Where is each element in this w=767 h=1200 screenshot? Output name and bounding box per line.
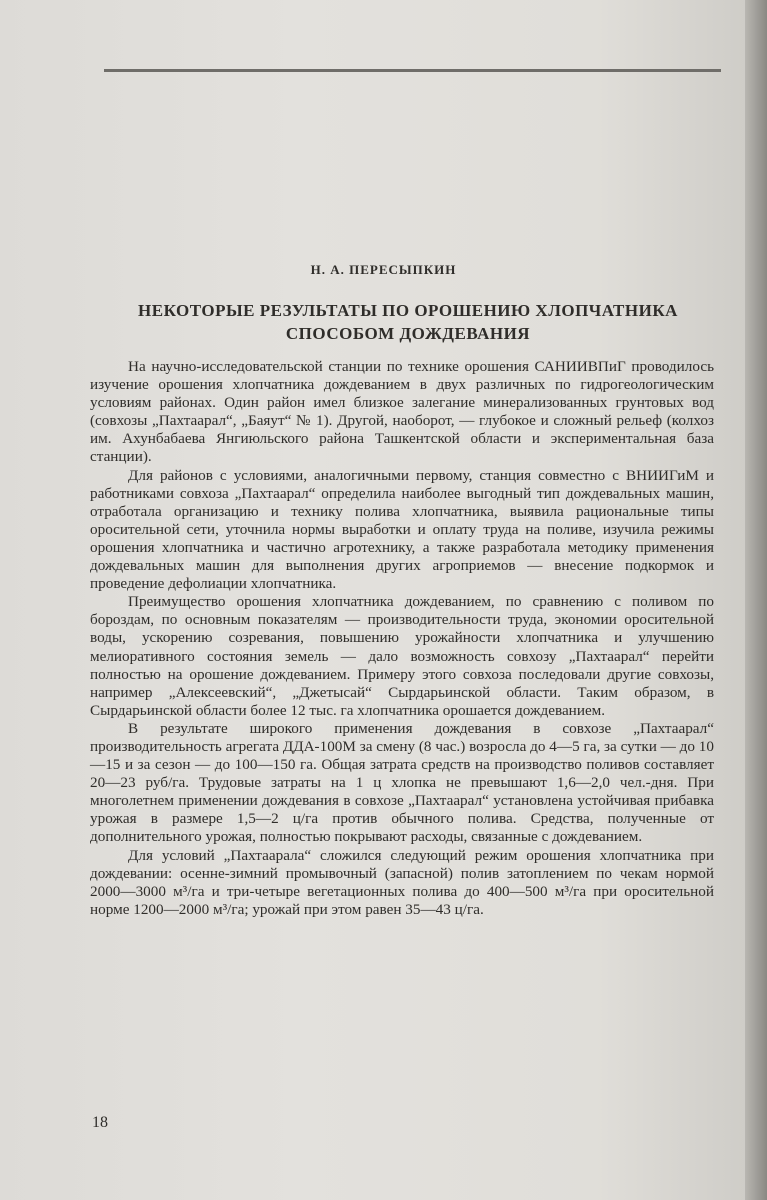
paragraph-5: Для условий „Пахтаарала“ сложился следующий режим орошения хлопчатника при дождевании: осенне-зимний промывочный (запасной) полив затоплением по чекам нормой 2000—3000 м³/га и три-четыре вегетационных полива до 400—500 м³/га при оросительной норме 1200—2000 м³/га; урожай при этом равен 35—43 ц/га. bbox=[90, 846, 714, 918]
article-title bbox=[88, 299, 728, 345]
paragraph-3: Преимущество орошения хлопчатника дождеванием, по сравнению с поливом по бороздам, по основным показателям — производительности труда, экономии оросительной воды, ускорению созревания, повышению урожайности хлопчатника и улучшению мелиоративного состояния земель — дало возможность совхозу „Пахтаарал“ перейти полностью на орошение дождеванием. Примеру этого совхоза последовали другие совхозы, например „Алексеевский“, „Джетысай“ Сырдарьинской области. Таким образом, в Сырдарьинской области более 12 тыс. га хлопчатника орошается дождеванием. bbox=[90, 593, 714, 719]
article-author: Н. А. ПЕРЕСЫПКИН bbox=[310, 262, 457, 277]
article-body bbox=[90, 358, 714, 919]
paragraph-4: В результате широкого применения дождевания в совхозе „Пахтаарал“ производительность агрегата ДДА-100М за смену (8 час.) возросла до 4—5 га, за сутки — до 10—15 и за сезон — до 100—150 га. Общая затрата средств на производство поливов составляет 20—23 руб/га. Трудовые затраты на 1 ц хлопка не превышают 1,6—2,0 чел.-дня. При многолетнем применении дождевания в совхозе „Пахтаарал“ установлена устойчивая прибавка урожая в размере 1,5—2 ц/га против обычного полива. Средства, полученные от дополнительного урожая, полностью покрывают расходы, связанные с дождеванием. bbox=[90, 719, 714, 846]
paragraph-2: Для районов с условиями, аналогичными первому, станция совместно с ВНИИГиМ и работниками совхоза „Пахтаарал“ определила наиболее выгодный тип дождевальных машин, отработала организацию и технику полива хлопчатника, выявила рациональные типы оросительной сети, уточнила нормы выработки и оплату труда на поливе, изучила режимы орошения хлопчатника и частично агротехнику, а также разработала методику применения дождевальных машин для выполнения других агроприемов — внесение подкормок и проведение дефолиации хлопчатника. bbox=[90, 466, 714, 593]
page-number: 18 bbox=[92, 1114, 108, 1131]
book-spine-edge bbox=[745, 0, 767, 1200]
title-line-1: НЕКОТОРЫЕ РЕЗУЛЬТАТЫ ПО ОРОШЕНИЮ ХЛОПЧАТНИКА bbox=[138, 301, 678, 320]
header-rule bbox=[104, 69, 721, 72]
title-line-2: СПОСОБОМ ДОЖДЕВАНИЯ bbox=[285, 324, 531, 343]
paragraph-1: На научно-исследовательской станции по технике орошения САНИИВПиГ проводилось изучение орошения хлопчатника дождеванием в двух различных по гидрогеологическим условиям районах. Один район имел близкое залегание минерализованных грунтовых вод (совхозы „Пахтаарал“, „Баяут“ № 1). Другой, наоборот, — глубокое и сложный рельеф (колхоз им. Ахунбабаева Янгиюльского района Ташкентской области и экспериментальная база станции). bbox=[90, 358, 714, 466]
